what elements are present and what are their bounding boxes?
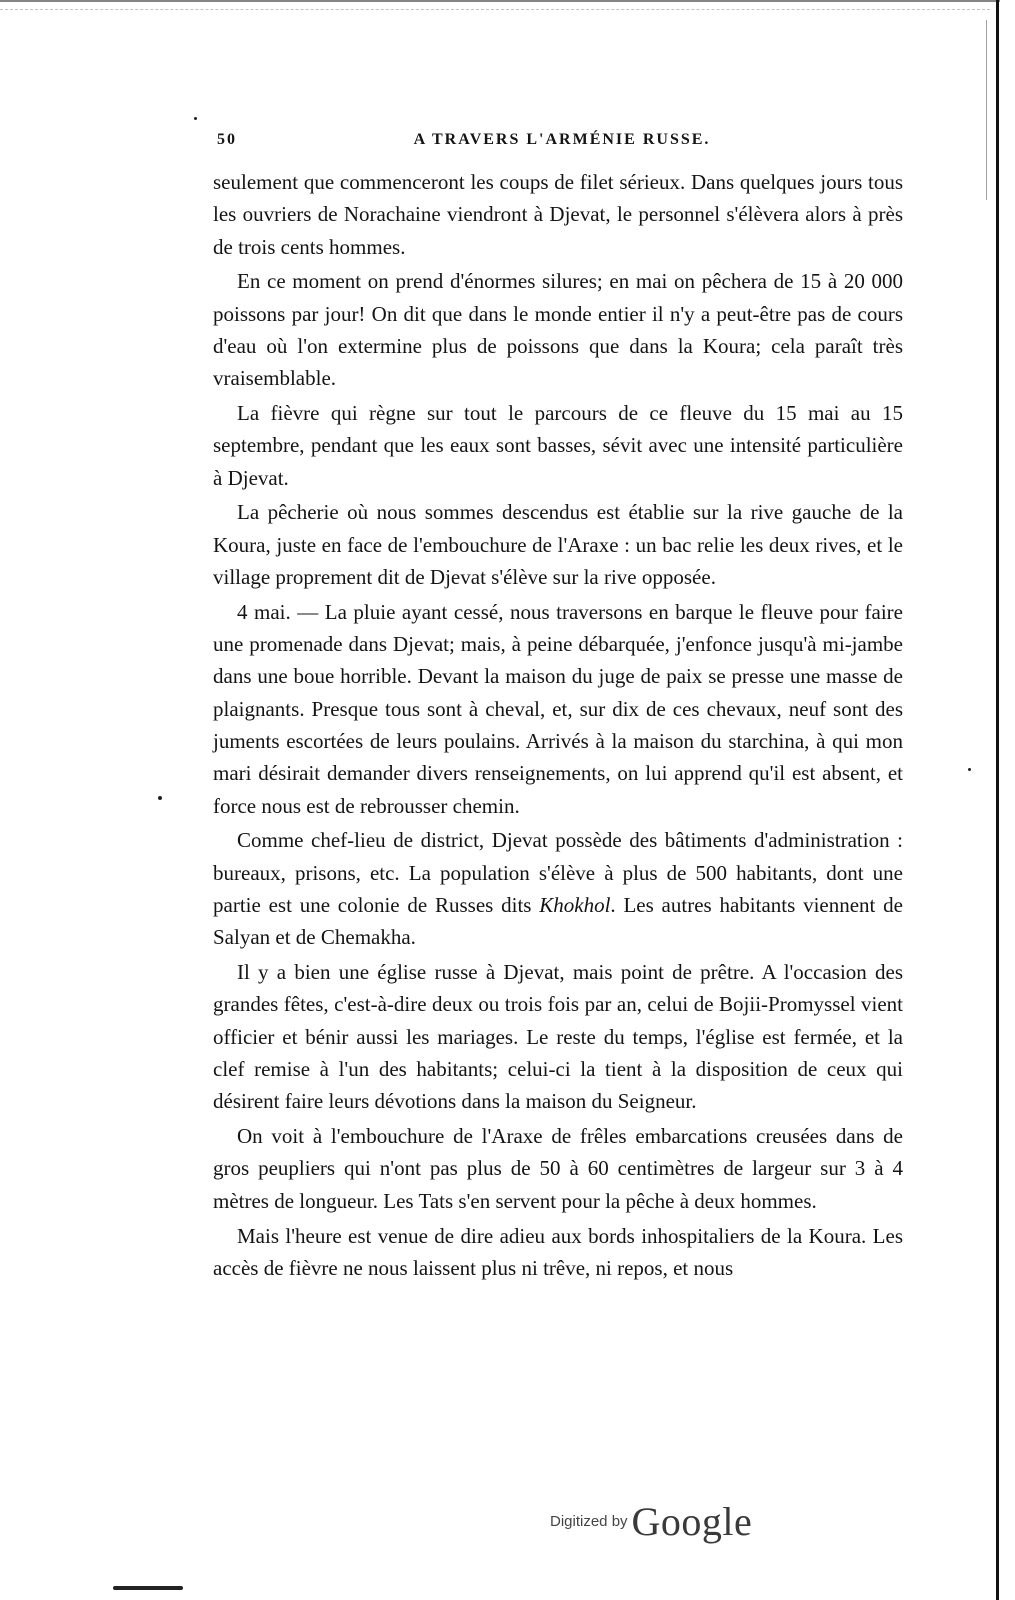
digitized-by-google-watermark — [550, 1498, 752, 1545]
paragraph: La pêcherie où nous sommes descendus est établie sur la rive gauche de la Koura, juste en face de l'embouchure de l'Araxe : un bac relie les deux rives, et le village proprement dit de Djevat s'élève sur la rive opposée. — [213, 500, 903, 590]
scan-edge-right-inner — [986, 20, 987, 200]
paragraph: Mais l'heure est venue de dire adieu aux bords inhospitaliers de la Koura. Les accès de fièvre ne nous laissent plus ni trêve, ni repos, et nous — [213, 1223, 903, 1280]
scan-speck — [968, 768, 971, 771]
italic-term: Khokhol — [539, 893, 611, 918]
running-head — [217, 131, 907, 149]
paragraph: Il y a bien une église russe à Djevat, mais point de prêtre. A l'occasion des grandes fêtes, c'est-à-dire deux ou trois fois par an, celui de Bojii-Promyssel vient officier et bénir aussi les mariages. Le reste du temps, l'église est fermée, et la clef remise à l'un des habitants; celui-ci la tient à la disposition de ceux qui désirent faire leurs dévotions dans la maison du Seigneur. — [213, 960, 903, 1114]
paragraph: En ce moment on prend d'énormes silures; en mai on pêchera de 15 à 20 000 poissons par jour! On dit que dans le monde entier il n'y a peut-être pas de cours d'eau où l'on extermine plus de poissons que dans la Koura; cela paraît très vraisemblable. — [213, 269, 903, 391]
watermark-prefix: Digitized by — [550, 1513, 628, 1530]
running-title: A TRAVERS L'ARMÉNIE RUSSE. — [413, 131, 711, 148]
paragraph: 4 mai. — La pluie ayant cessé, nous traversons en barque le fleuve pour faire une promenade dans Djevat; mais, à peine débarquée, j'enfonce jusqu'à mi-jambe dans une boue horrible. Devant la maison du juge de paix se presse une masse de plaignants. Presque tous sont à cheval, et, sur dix de ces chevaux, neuf sont des juments escortées de leurs poulains. Arrivés à la maison du starchina, à qui mon mari désirait demander divers renseignements, on lui apprend qu'il est absent, et force nous est de rebrousser chemin. — [213, 599, 903, 818]
paragraph-text: . Les autres habitants viennent de Salyan et de Chemakha. — [213, 893, 903, 950]
scan-edge-right — [996, 0, 999, 1600]
scan-speck — [158, 796, 162, 800]
paragraph-text: Comme chef-lieu de district, Djevat possède des bâtiments d'administration : bureaux, prisons, etc. La population s'élève à plus de 500 habitants, dont une partie est une colonie de Russes dits — [213, 828, 903, 918]
scan-speck — [113, 1586, 183, 1590]
google-logo: Google — [631, 1499, 753, 1544]
scan-edge-top — [0, 0, 1000, 6]
paragraph — [213, 824, 903, 953]
scan-edge-top-dashed — [0, 9, 990, 10]
paragraph: La fièvre qui règne sur tout le parcours de ce fleuve du 15 mai au 15 septembre, pendant que les eaux sont basses, sévit avec une intensité particulière à Djevat. — [213, 401, 903, 490]
paragraph: seulement que commenceront les coups de filet sérieux. Dans quelques jours tous les ouvriers de Norachaine viendront à Djevat, le personnel s'élèvera alors à près de trois cents hommes. — [213, 170, 903, 259]
paragraph: On voit à l'embouchure de l'Araxe de frêles embarcations creusées dans de gros peupliers qui n'ont pas plus de 50 à 60 centimètres de largeur sur 3 à 4 mètres de longueur. Les Tats s'en servent pour la pêche à deux hommes. — [213, 1124, 903, 1213]
body-text — [213, 166, 903, 1287]
page-number: 50 — [217, 131, 237, 148]
scan-speck — [194, 117, 197, 120]
